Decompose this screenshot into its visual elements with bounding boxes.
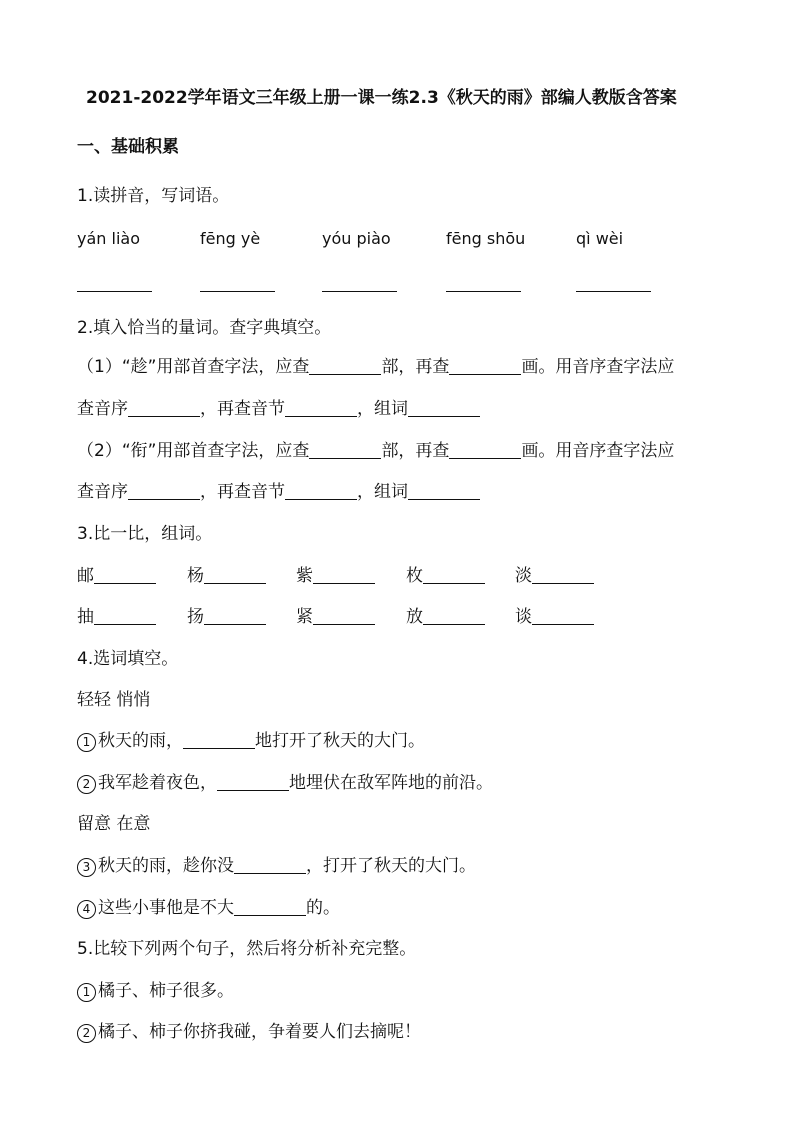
answer-blank-4[interactable]: [446, 290, 521, 292]
sentence-text-a: 我军趁着夜色，: [98, 773, 217, 793]
question-1-prompt: 1.读拼音，写词语。: [77, 186, 230, 206]
q2-item1-text-d: 查音序: [77, 399, 128, 419]
circled-number: 2: [77, 1024, 96, 1043]
compare-row1-item2: [187, 566, 266, 586]
sentence-text: 橘子、柿子很多。: [98, 981, 234, 1001]
compare-row2-item5: [515, 607, 594, 627]
q2-item2-text-d: 查音序: [77, 482, 128, 502]
compare-row1-item5: [515, 566, 594, 586]
q2-item1-text-f: ，组词: [357, 399, 408, 419]
q2-item2-text-b: 部，再查: [381, 441, 450, 461]
word-choices-2: 留意 在意: [77, 814, 151, 834]
q2-item1-text-a: （1）“趁”用部首查字法，应查: [77, 357, 310, 377]
compare-char: 邮: [77, 566, 94, 586]
q5-sentence-2: [77, 1022, 421, 1043]
sentence-text-b: 地埋伏在敌军阵地的前沿。: [289, 773, 493, 793]
sentence-text-b: ，打开了秋天的大门。: [306, 856, 476, 876]
q5-sentence-1: [77, 981, 234, 1002]
compare-blank[interactable]: [94, 608, 156, 625]
compare-blank[interactable]: [423, 608, 485, 625]
compare-char: 扬: [187, 607, 204, 627]
compare-row1-item3: [296, 566, 375, 586]
q2-item1-blank-word[interactable]: [408, 400, 480, 417]
pinyin-5: qì wèi: [576, 229, 624, 248]
q4-sentence-3: [77, 856, 476, 877]
compare-row2-item4: [406, 607, 485, 627]
circled-number: 1: [77, 733, 96, 752]
question-2-item-2-line-1: [77, 441, 674, 461]
answer-blank-1[interactable]: [77, 290, 152, 292]
question-4-prompt: 4.选词填空。: [77, 649, 179, 669]
question-3-prompt: 3.比一比，组词。: [77, 524, 213, 544]
compare-char: 紫: [296, 566, 313, 586]
q2-item2-blank-syllable[interactable]: [285, 483, 357, 500]
answer-blank-2[interactable]: [200, 290, 275, 292]
compare-char: 抽: [77, 607, 94, 627]
section-heading-basics: 一、基础积累: [77, 137, 179, 157]
answer-blank-3[interactable]: [322, 290, 397, 292]
circled-number: 3: [77, 858, 96, 877]
sentence-text-a: 秋天的雨，: [98, 731, 183, 751]
compare-row1-item4: [406, 566, 485, 586]
sentence-blank[interactable]: [234, 899, 306, 916]
circled-number: 1: [77, 983, 96, 1002]
sentence-text-b: 地打开了秋天的大门。: [255, 731, 425, 751]
pinyin-1: yán liào: [77, 229, 140, 248]
question-5-prompt: 5.比较下列两个句子，然后将分析补充完整。: [77, 939, 417, 959]
q2-item2-text-c: 画。用音序查字法应: [521, 441, 675, 461]
q2-item1-text-c: 画。用音序查字法应: [521, 357, 675, 377]
pinyin-2: fēng yè: [200, 229, 261, 248]
compare-blank[interactable]: [532, 567, 594, 584]
sentence-text-b: 的。: [306, 898, 340, 918]
compare-char: 紧: [296, 607, 313, 627]
q2-item2-text-a: （2）“衔”用部首查字法，应查: [77, 441, 310, 461]
compare-row2-item3: [296, 607, 375, 627]
question-2-item-1-line-2: [77, 399, 480, 419]
pinyin-3: yóu piào: [322, 229, 391, 248]
pinyin-4: fēng shōu: [446, 229, 526, 248]
sentence-blank[interactable]: [183, 732, 255, 749]
sentence-blank[interactable]: [217, 774, 289, 791]
q2-item2-text-e: ，再查音节: [200, 482, 285, 502]
q4-sentence-1: [77, 731, 425, 752]
sentence-text-a: 这些小事他是不大: [98, 898, 234, 918]
compare-blank[interactable]: [313, 608, 375, 625]
answer-blank-5[interactable]: [576, 290, 651, 292]
q2-item2-blank-word[interactable]: [408, 483, 480, 500]
compare-blank[interactable]: [204, 567, 266, 584]
sentence-blank[interactable]: [234, 857, 306, 874]
q2-item1-blank-strokes[interactable]: [449, 358, 521, 375]
sentence-text: 橘子、柿子你挤我碰，争着要人们去摘呢！: [98, 1022, 421, 1042]
question-2-prompt: 2.填入恰当的量词。查字典填空。: [77, 318, 332, 338]
question-2-item-2-line-2: [77, 482, 480, 502]
q2-item1-blank-initial[interactable]: [128, 400, 200, 417]
circled-number: 2: [77, 775, 96, 794]
sentence-text-a: 秋天的雨，趁你没: [98, 856, 234, 876]
q2-item2-blank-initial[interactable]: [128, 483, 200, 500]
q2-item2-blank-radical[interactable]: [309, 442, 381, 459]
compare-blank[interactable]: [423, 567, 485, 584]
q2-item2-blank-strokes[interactable]: [449, 442, 521, 459]
compare-blank[interactable]: [532, 608, 594, 625]
q2-item2-text-f: ，组词: [357, 482, 408, 502]
circled-number: 4: [77, 900, 96, 919]
compare-blank[interactable]: [313, 567, 375, 584]
compare-char: 淡: [515, 566, 532, 586]
q4-sentence-2: [77, 773, 493, 794]
compare-char: 枚: [406, 566, 423, 586]
compare-blank[interactable]: [94, 567, 156, 584]
q2-item1-text-e: ，再查音节: [200, 399, 285, 419]
compare-row2-item2: [187, 607, 266, 627]
compare-row1-item1: [77, 566, 156, 586]
compare-row2-item1: [77, 607, 156, 627]
compare-char: 谈: [515, 607, 532, 627]
compare-blank[interactable]: [204, 608, 266, 625]
page-title: 2021-2022学年语文三年级上册一课一练2.3《秋天的雨》部编人教版含答案: [86, 88, 677, 108]
q4-sentence-4: [77, 898, 340, 919]
q2-item1-blank-radical[interactable]: [309, 358, 381, 375]
question-2-item-1-line-1: [77, 357, 674, 377]
q2-item1-text-b: 部，再查: [381, 357, 450, 377]
word-choices-1: 轻轻 悄悄: [77, 690, 151, 710]
compare-char: 放: [406, 607, 423, 627]
q2-item1-blank-syllable[interactable]: [285, 400, 357, 417]
compare-char: 杨: [187, 566, 204, 586]
